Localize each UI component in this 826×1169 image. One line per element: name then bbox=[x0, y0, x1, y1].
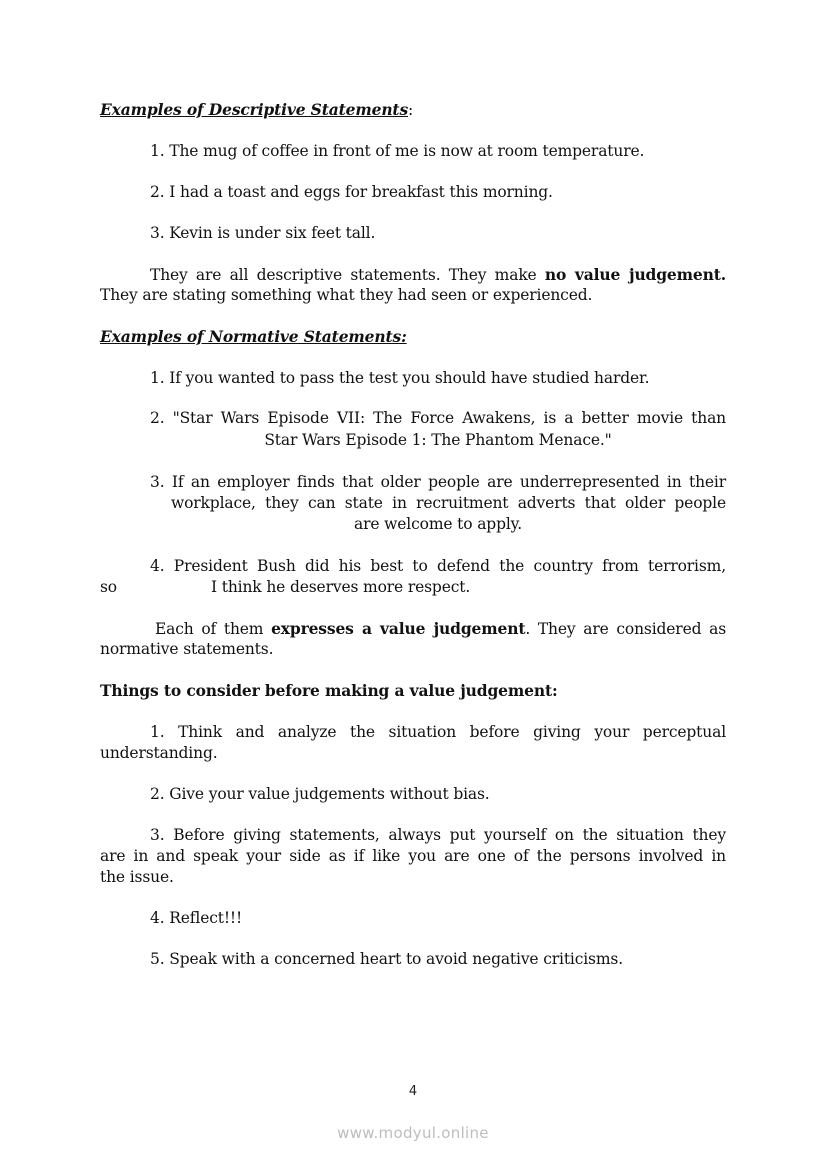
summary-bold: expresses a value judgement bbox=[271, 619, 526, 638]
summary-text: They are all descriptive statements. They make bbox=[150, 266, 545, 284]
considerations-heading: Things to consider before making a value judgement: bbox=[100, 681, 558, 700]
page-number: 4 bbox=[408, 1084, 418, 1099]
summary-text: Each of them bbox=[155, 620, 272, 638]
normative-item-4-so: so bbox=[100, 578, 117, 596]
descriptive-heading bbox=[100, 99, 413, 121]
normative-heading: Examples of Normative Statements: bbox=[100, 327, 407, 346]
consideration-item-5: 5. Speak with a concerned heart to avoid negative criticisms. bbox=[150, 950, 623, 968]
normative-summary-line1 bbox=[155, 618, 726, 640]
descriptive-summary-line2: They are stating something what they had seen or experienced. bbox=[100, 286, 593, 304]
normative-item-4-line2: I think he deserves more respect. bbox=[211, 578, 471, 596]
descriptive-heading-text: Examples of Descriptive Statements bbox=[100, 100, 409, 119]
consideration-item-1-line1: 1. Think and analyze the situation before giving your perceptual bbox=[150, 723, 726, 741]
normative-item-3-line2: workplace, they can state in recruitment adverts that older people bbox=[171, 494, 726, 512]
heading-colon: : bbox=[408, 101, 414, 119]
normative-item-2-line2: Star Wars Episode 1: The Phantom Menace." bbox=[264, 431, 612, 449]
consideration-item-2: 2. Give your value judgements without bias. bbox=[150, 785, 490, 803]
normative-item-3-line3: are welcome to apply. bbox=[354, 515, 522, 533]
descriptive-item-3: 3. Kevin is under six feet tall. bbox=[150, 224, 376, 242]
normative-item-2-line1: 2. "Star Wars Episode VII: The Force Awakens, is a better movie than bbox=[150, 409, 726, 427]
consideration-item-3-line2: are in and speak your side as if like you are one of the persons involved in bbox=[100, 847, 726, 865]
descriptive-item-1: 1. The mug of coffee in front of me is now at room temperature. bbox=[150, 142, 645, 160]
consideration-item-1-line2: understanding. bbox=[100, 744, 218, 762]
descriptive-summary-line1 bbox=[150, 264, 726, 286]
watermark: www.modyul.online bbox=[337, 1124, 489, 1142]
consideration-item-3-line3: the issue. bbox=[100, 868, 174, 886]
normative-item-3-line1: 3. If an employer finds that older people are underrepresented in their bbox=[150, 473, 726, 491]
normative-item-4-line1: 4. President Bush did his best to defend the country from terrorism, bbox=[150, 557, 726, 575]
descriptive-item-2: 2. I had a toast and eggs for breakfast this morning. bbox=[150, 183, 553, 201]
normative-summary-line2: normative statements. bbox=[100, 640, 274, 658]
summary-bold: no value judgement. bbox=[544, 265, 726, 284]
summary-text-post: . They are considered as bbox=[525, 620, 726, 638]
consideration-item-4: 4. Reflect!!! bbox=[150, 909, 243, 927]
consideration-item-3-line1: 3. Before giving statements, always put yourself on the situation they bbox=[150, 826, 726, 844]
normative-item-1: 1. If you wanted to pass the test you should have studied harder. bbox=[150, 369, 650, 387]
